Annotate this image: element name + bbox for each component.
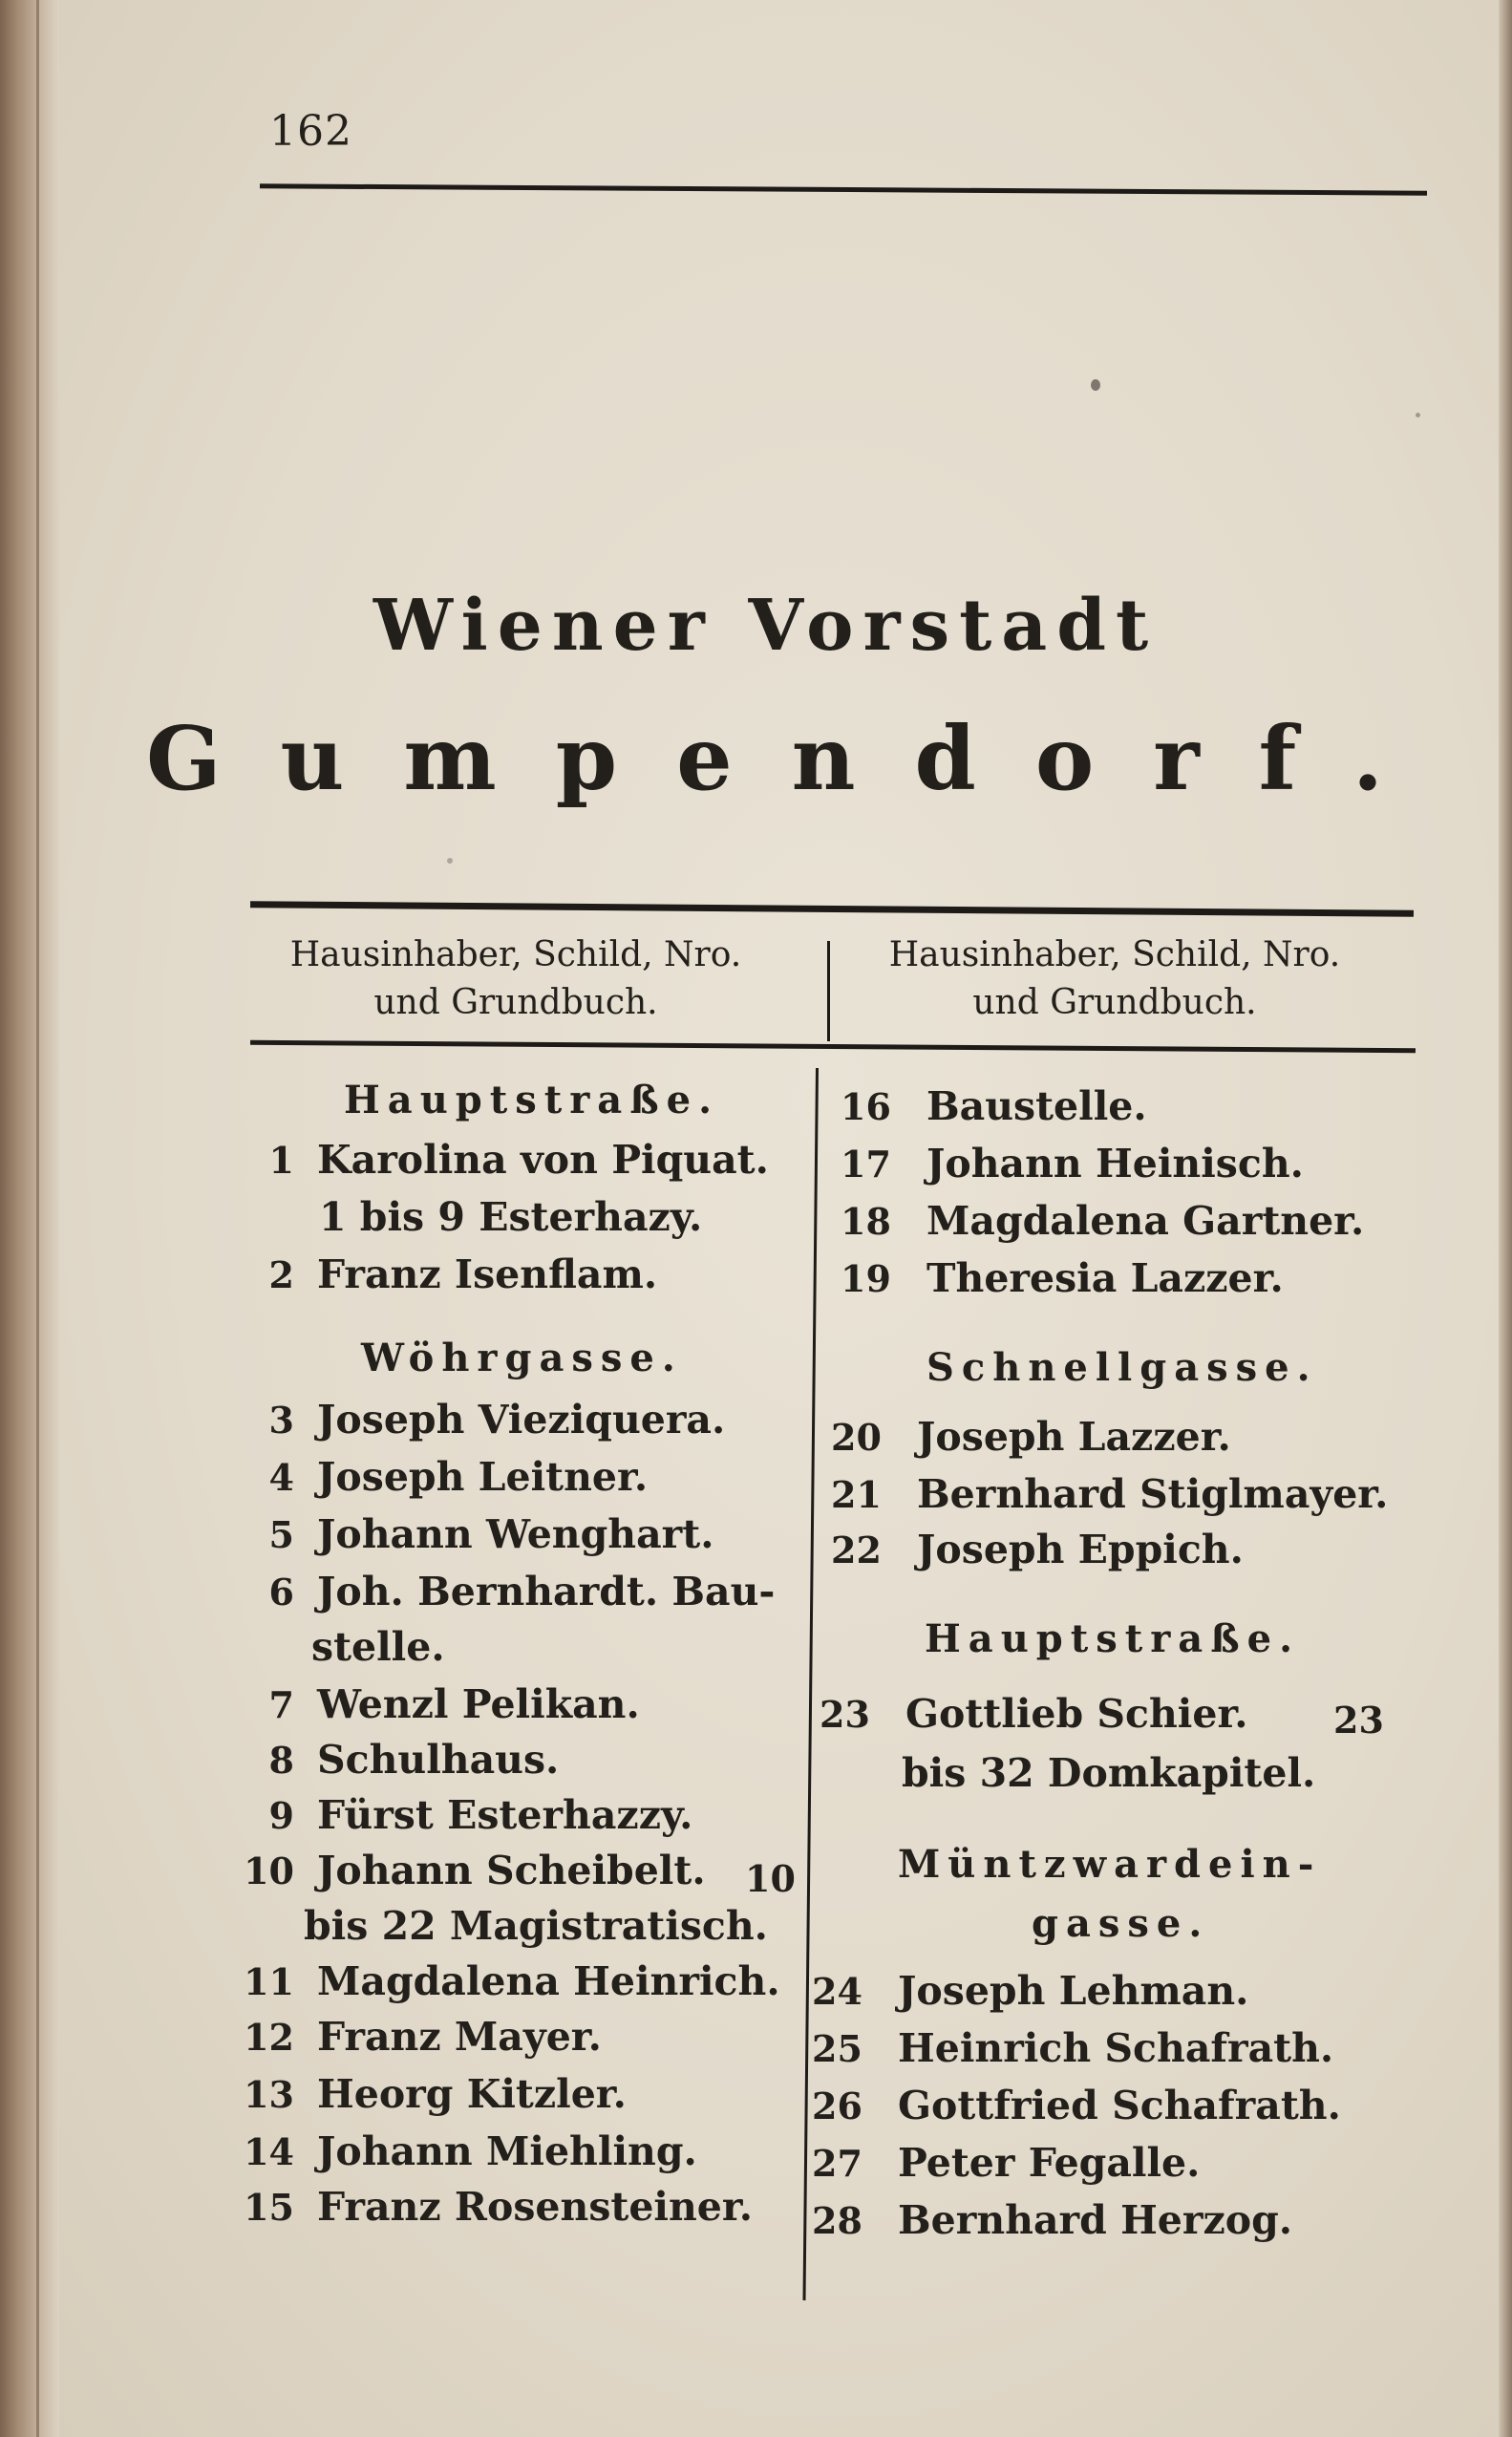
- list-item: [841, 1198, 1364, 1244]
- book-gutter: [0, 0, 59, 2437]
- house-number: 15: [244, 2186, 294, 2229]
- owner-name: Johann Scheibelt.: [317, 1848, 706, 1893]
- owner-name: Karolina von Piquat.: [317, 1137, 769, 1183]
- owner-name: Peter Fegalle.: [898, 2140, 1201, 2186]
- header-top-rule: [250, 901, 1414, 917]
- owner-name: Joseph Vieziquera.: [317, 1397, 726, 1443]
- list-item: [227, 2014, 602, 2060]
- house-number: 13: [244, 2073, 294, 2116]
- page-number: 162: [269, 107, 352, 156]
- owner-name: Magdalena Gartner.: [926, 1198, 1365, 1244]
- owner-name: Heorg Kitzler.: [317, 2071, 627, 2117]
- house-number: 28: [812, 2199, 862, 2242]
- house-number: 12: [244, 2016, 294, 2059]
- entry-continuation: bis 22 Magistratisch.: [304, 1903, 768, 1949]
- owner-name: Theresia Lazzer.: [926, 1255, 1284, 1301]
- column-header-left: [234, 931, 798, 1027]
- house-number: 17: [841, 1143, 891, 1186]
- house-number: 1: [268, 1139, 294, 1182]
- list-item: [227, 2128, 697, 2174]
- title-line-2: Gumpendorf.: [145, 707, 1443, 810]
- owner-name: Franz Rosensteiner.: [317, 2184, 754, 2230]
- house-number: 18: [841, 1200, 891, 1243]
- owner-name: Magdalena Heinrich.: [317, 1958, 780, 2004]
- house-number: 8: [268, 1739, 294, 1782]
- list-item: [812, 2083, 1341, 2128]
- entry-continuation: stelle.: [311, 1624, 445, 1670]
- column-header-right-line-1: Hausinhaber, Schild, Nro.: [888, 935, 1341, 974]
- owner-name: Gottfried Schafrath.: [898, 2083, 1341, 2128]
- owner-name: Joseph Leitner.: [317, 1454, 649, 1500]
- house-number: 4: [268, 1456, 294, 1499]
- list-item: [227, 1958, 780, 2004]
- street-heading-hauptstrasse-left: Hauptstraße.: [344, 1078, 719, 1122]
- house-number: 25: [812, 2027, 862, 2070]
- house-number: 6: [268, 1571, 294, 1614]
- reference-number: 10: [745, 1857, 796, 1900]
- list-item: [227, 1137, 769, 1183]
- list-item: [831, 1471, 1388, 1517]
- list-item: [227, 2184, 753, 2230]
- list-item: [227, 1511, 713, 1557]
- house-number: 2: [268, 1253, 294, 1296]
- owner-name: Fürst Esterhazzy.: [317, 1792, 693, 1838]
- house-number: 14: [244, 2130, 294, 2173]
- owner-name: Bernhard Stiglmayer.: [917, 1471, 1389, 1517]
- list-item: [227, 1848, 706, 1893]
- owner-name: Wenzl Pelikan.: [317, 1681, 640, 1727]
- street-heading-muentzwardeingasse: Müntzwardein-: [898, 1842, 1322, 1887]
- owner-name: Franz Mayer.: [317, 2014, 602, 2060]
- house-number: 21: [831, 1473, 882, 1516]
- list-item: [831, 1414, 1231, 1460]
- list-item: [812, 2197, 1292, 2243]
- list-item: [227, 1569, 775, 1614]
- list-item: [841, 1083, 1147, 1129]
- reference-number: 23: [1333, 1699, 1384, 1742]
- gutter-shadow: [36, 0, 39, 2437]
- list-item: [841, 1255, 1284, 1301]
- header-bottom-rule: [250, 1040, 1416, 1054]
- street-heading-woehrgasse: Wöhrgasse.: [361, 1336, 683, 1380]
- house-number: 9: [268, 1794, 294, 1837]
- ink-speck: [1091, 379, 1100, 391]
- street-heading-hauptstrasse-right: Hauptstraße.: [925, 1616, 1300, 1661]
- column-header-left-line-1: Hausinhaber, Schild, Nro.: [289, 935, 742, 974]
- column-header-right: [833, 931, 1396, 1027]
- owner-name: Gottlieb Schier.: [905, 1691, 1248, 1737]
- list-item: [812, 2025, 1333, 2071]
- list-item: [820, 1691, 1248, 1737]
- column-header-left-line-2: und Grundbuch.: [373, 983, 658, 1022]
- owner-name: Johann Heinisch.: [926, 1141, 1304, 1186]
- list-item: [841, 1141, 1304, 1186]
- entry-continuation: bis 32 Domkapitel.: [902, 1750, 1316, 1796]
- house-number: 16: [841, 1085, 891, 1128]
- top-rule: [260, 183, 1427, 195]
- owner-name: Heinrich Schafrath.: [898, 2025, 1334, 2071]
- list-item: [227, 1397, 725, 1443]
- list-item: [831, 1527, 1244, 1572]
- page-edge: [1499, 0, 1512, 2437]
- house-number: 23: [820, 1693, 870, 1736]
- house-number: 22: [831, 1528, 882, 1571]
- house-number: 5: [268, 1513, 294, 1556]
- house-number: 11: [244, 1960, 294, 2003]
- house-number: 10: [244, 1849, 294, 1892]
- owner-name: Bernhard Herzog.: [898, 2197, 1293, 2243]
- owner-name: Joseph Lehman.: [898, 1968, 1249, 2014]
- owner-name: Joh. Bernhardt. Bau-: [317, 1569, 776, 1614]
- owner-name: Joseph Eppich.: [917, 1527, 1244, 1572]
- ink-speck: [447, 858, 453, 864]
- street-heading-muentzwardeingasse-cont: gasse.: [1032, 1901, 1210, 1946]
- list-item: [227, 1681, 640, 1727]
- owner-name: Schulhaus.: [317, 1737, 560, 1783]
- owner-name: Baustelle.: [926, 1083, 1147, 1129]
- house-number: 24: [812, 1970, 862, 2013]
- house-number: 27: [812, 2142, 862, 2185]
- owner-name: Johann Miehling.: [317, 2128, 697, 2174]
- house-number: 19: [841, 1257, 891, 1300]
- entry-continuation: 1 bis 9 Esterhazy.: [319, 1194, 703, 1240]
- list-item: [227, 2071, 627, 2117]
- house-number: 26: [812, 2084, 862, 2127]
- list-item: [812, 1968, 1248, 2014]
- list-item: [227, 1737, 559, 1783]
- header-column-divider: [827, 941, 830, 1041]
- title-line-1: Wiener Vorstadt: [373, 585, 1159, 667]
- house-number: 20: [831, 1416, 882, 1459]
- list-item: [227, 1454, 648, 1500]
- house-number: 3: [268, 1399, 294, 1442]
- street-heading-schnellgasse: Schnellgasse.: [926, 1345, 1318, 1390]
- owner-name: Joseph Lazzer.: [917, 1414, 1231, 1460]
- column-header-right-line-2: und Grundbuch.: [972, 983, 1257, 1022]
- list-item: [227, 1251, 657, 1297]
- house-number: 7: [268, 1683, 294, 1726]
- owner-name: Johann Wenghart.: [317, 1511, 714, 1557]
- owner-name: Franz Isenflam.: [317, 1251, 658, 1297]
- list-item: [227, 1792, 692, 1838]
- ink-speck: [1416, 413, 1420, 417]
- list-item: [812, 2140, 1200, 2186]
